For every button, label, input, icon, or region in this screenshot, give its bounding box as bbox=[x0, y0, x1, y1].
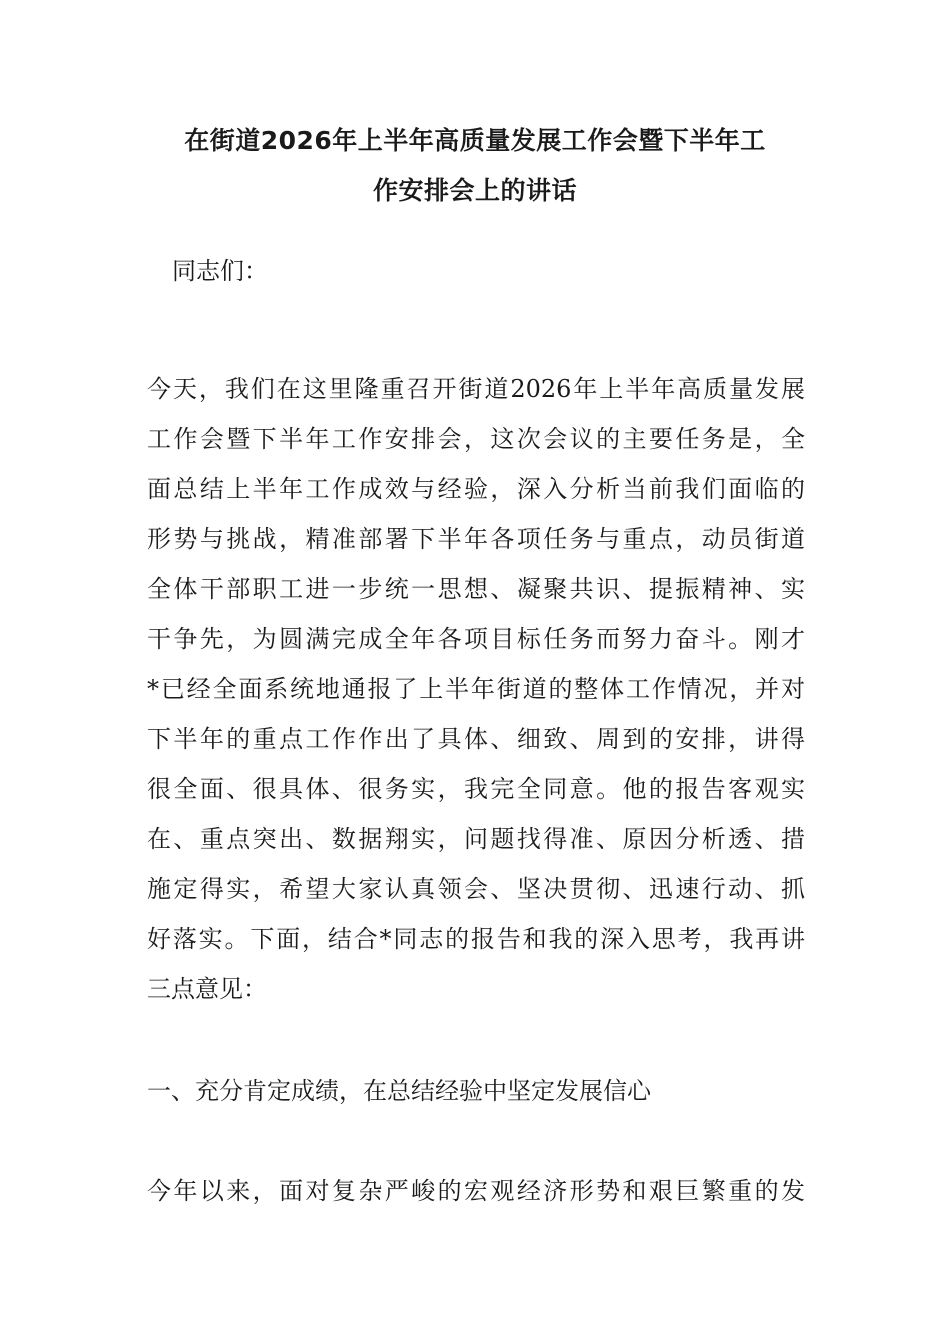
paragraph-1-line: 下半年的重点工作作出了具体、细致、周到的安排，讲得 bbox=[147, 725, 805, 753]
paragraph-1-line: 面总结上半年工作成效与经验，深入分析当前我们面临的 bbox=[147, 475, 805, 503]
paragraph-1-line: *已经全面系统地通报了上半年街道的整体工作情况，并对 bbox=[147, 675, 805, 703]
salutation: 同志们： bbox=[172, 257, 268, 285]
paragraph-1-line: 形势与挑战，精准部署下半年各项任务与重点，动员街道 bbox=[147, 525, 805, 553]
paragraph-1-line: 施定得实，希望大家认真领会、坚决贯彻、迅速行动、抓 bbox=[147, 875, 805, 903]
paragraph-1-line: 今天，我们在这里隆重召开街道2026年上半年高质量发展 bbox=[147, 375, 805, 403]
paragraph-1-line: 三点意见： bbox=[147, 975, 267, 1003]
paragraph-1-line: 好落实。下面，结合*同志的报告和我的深入思考，我再讲 bbox=[147, 925, 805, 953]
paragraph-1-line: 工作会暨下半年工作安排会，这次会议的主要任务是，全 bbox=[147, 425, 805, 453]
document-title-line-1: 在街道2026年上半年高质量发展工作会暨下半年工 bbox=[184, 126, 766, 155]
paragraph-2-line: 今年以来，面对复杂严峻的宏观经济形势和艰巨繁重的发 bbox=[147, 1177, 805, 1205]
document-title-line-2: 作安排会上的讲话 bbox=[372, 176, 577, 205]
section-1-heading: 一、充分肯定成绩，在总结经验中坚定发展信心 bbox=[147, 1077, 651, 1105]
paragraph-1-line: 干争先，为圆满完成全年各项目标任务而努力奋斗。刚才 bbox=[147, 625, 805, 653]
paragraph-1-line: 在、重点突出、数据翔实，问题找得准、原因分析透、措 bbox=[147, 825, 805, 853]
paragraph-1-line: 很全面、很具体、很务实，我完全同意。他的报告客观实 bbox=[147, 775, 805, 803]
paragraph-1-line: 全体干部职工进一步统一思想、凝聚共识、提振精神、实 bbox=[147, 575, 805, 603]
